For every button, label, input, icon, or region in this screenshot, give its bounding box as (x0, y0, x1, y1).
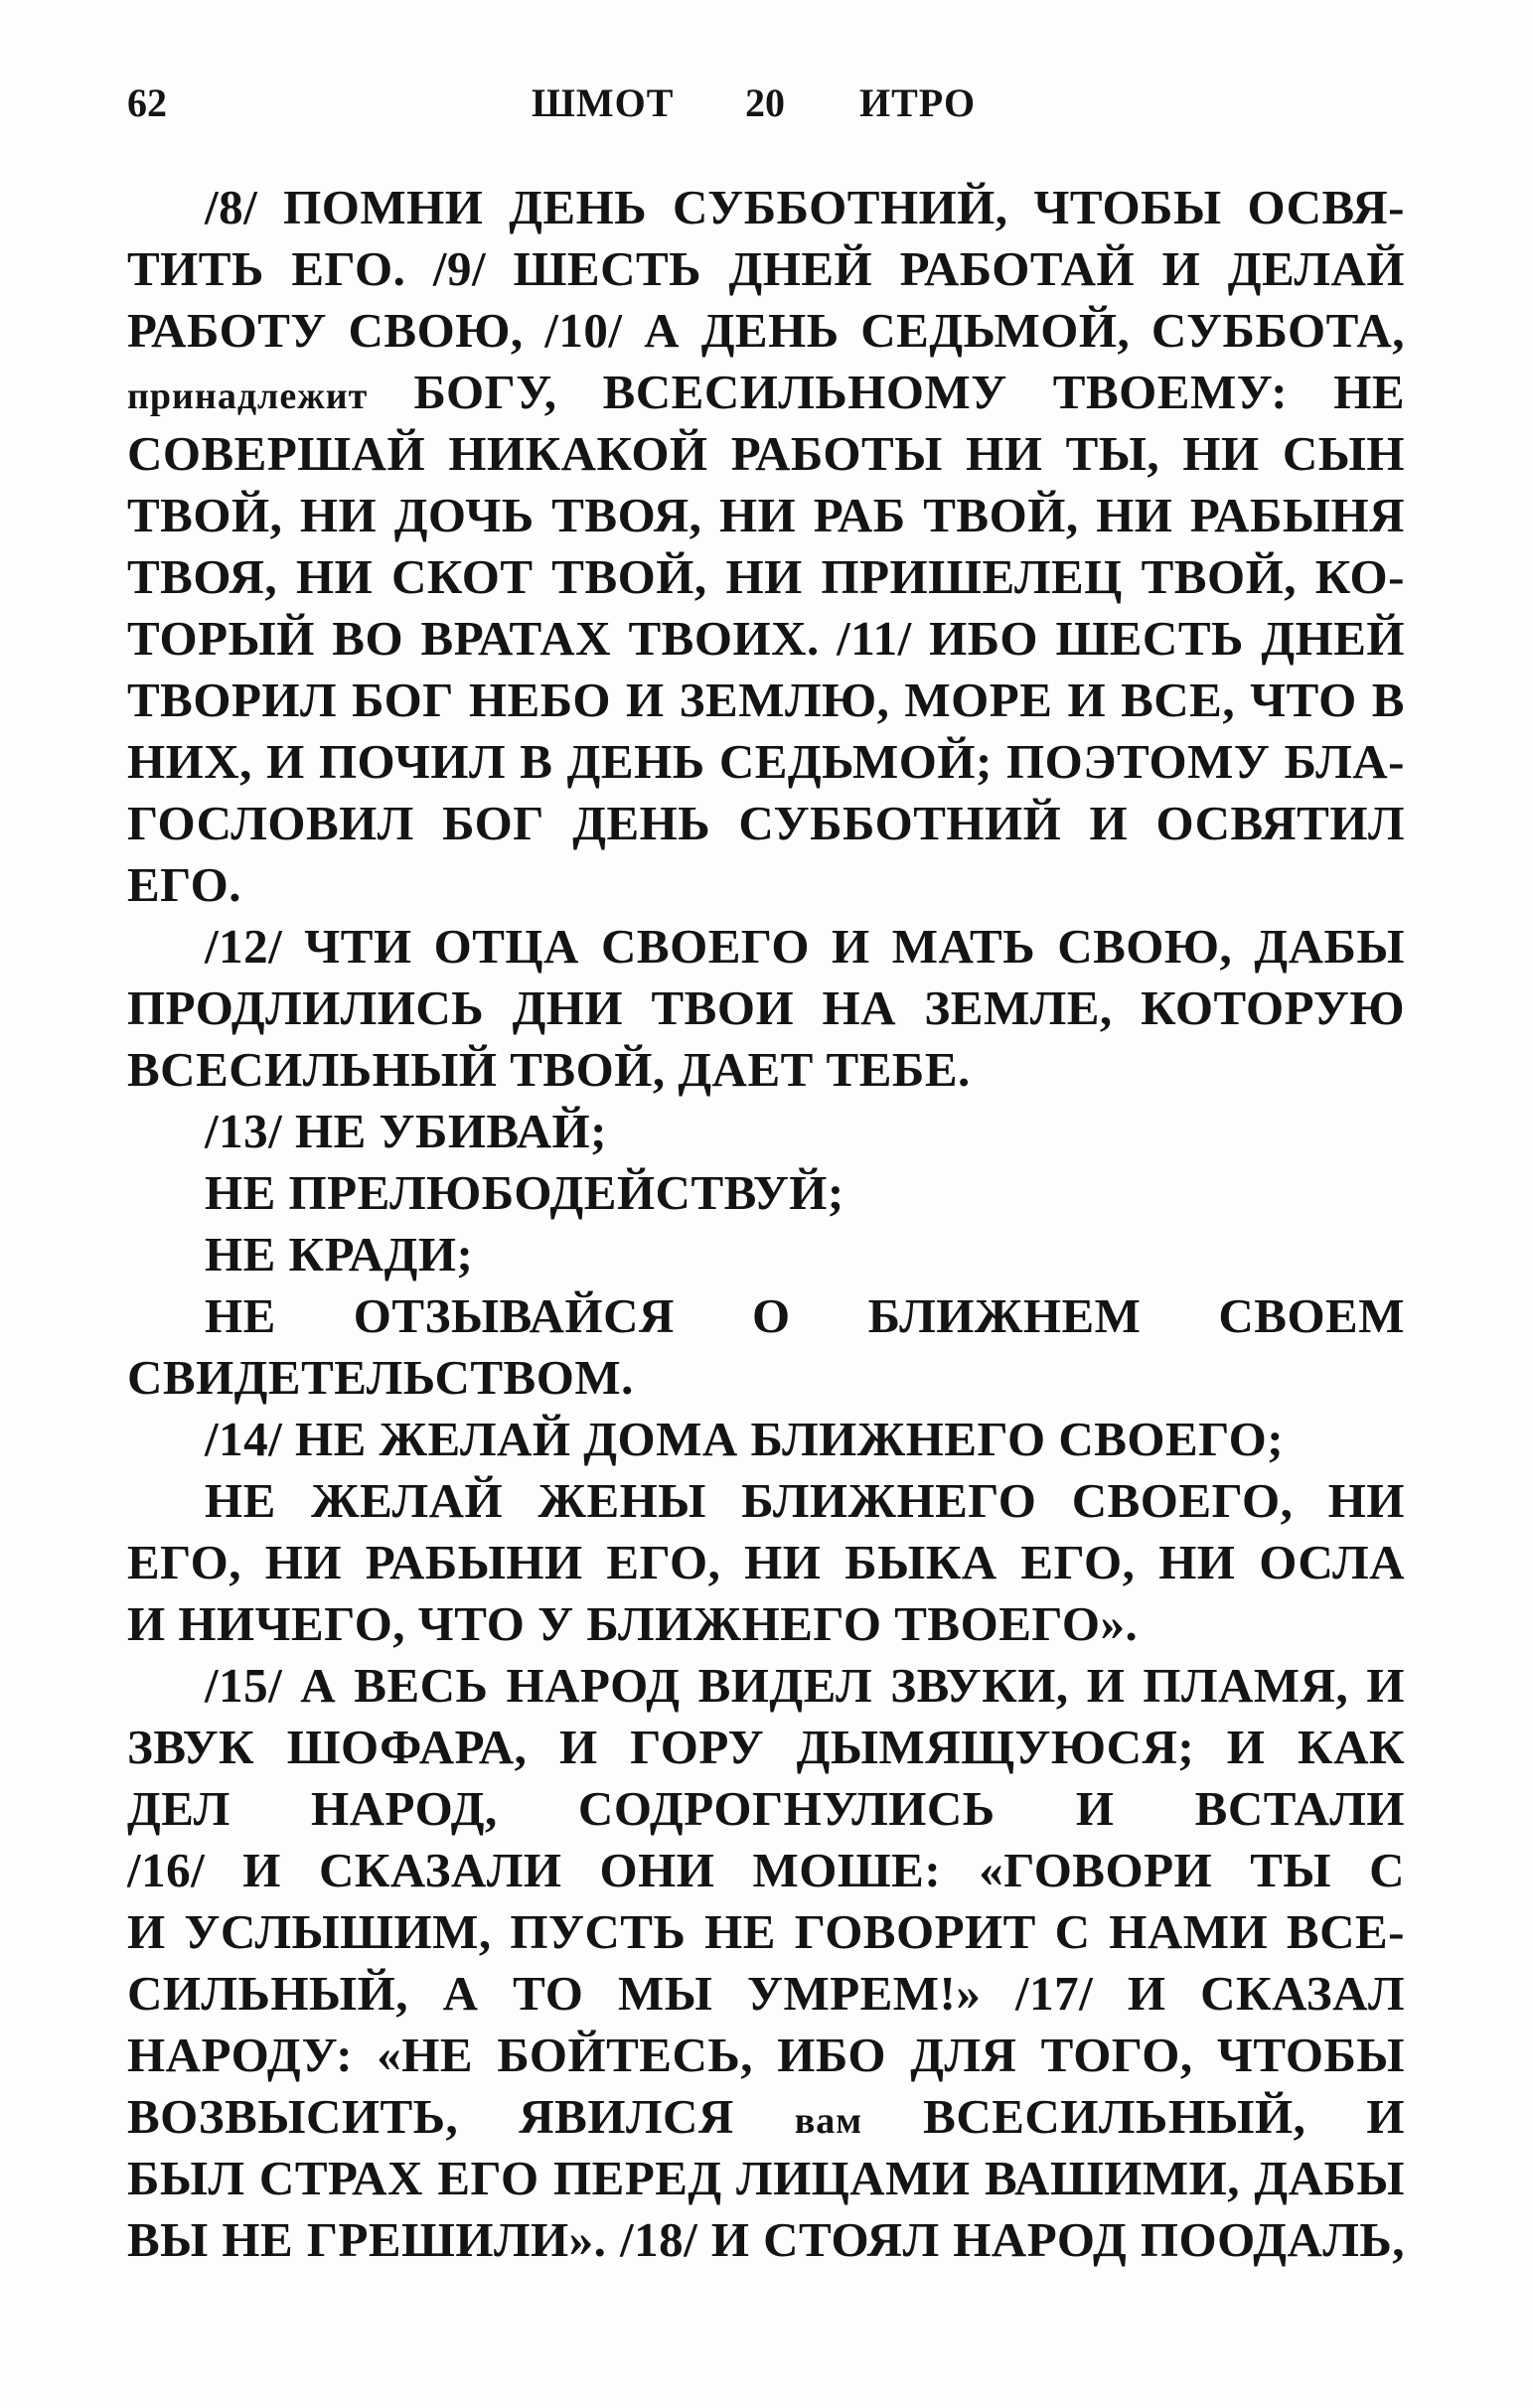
text-line (127, 1655, 1405, 1717)
text-line (127, 793, 1405, 854)
text-line (127, 608, 1405, 670)
text-line-content: НЕ ЖЕЛАЙ ЖЕНЫ БЛИЖНЕГО СВОЕГО, НИ (205, 1473, 1405, 1528)
text-line-content: И УСЛЫШИМ, ПУСТЬ НЕ ГОВОРИТ С НАМИ ВСЕ- (127, 1904, 1405, 1959)
text-line-content: НЕ КРАДИ; (205, 1227, 474, 1281)
page-number: 62 (127, 80, 167, 125)
text-line-content: ПРОДЛИЛИСЬ ДНИ ТВОИ НА ЗЕМЛЕ, КОТОРУЮ (127, 980, 1405, 1035)
text-line-content: РАБОТУ СВОЮ, /10/ А ДЕНЬ СЕДЬМОЙ, СУББОТА, (127, 303, 1405, 358)
text-line (127, 546, 1405, 608)
text-line-content: /8/ ПОМНИ ДЕНЬ СУББОТНИЙ, ЧТОБЫ ОСВЯ- (205, 180, 1405, 234)
text-line (127, 1532, 1405, 1593)
text-line-small: вам (794, 2100, 863, 2142)
text-line-content: ТВОРИЛ БОГ НЕБО И ЗЕМЛЮ, МОРЕ И ВСЕ, ЧТО В (127, 673, 1405, 727)
text-line (127, 916, 1405, 978)
text-line (127, 2148, 1405, 2209)
text-line (127, 177, 1405, 238)
text-line (127, 1901, 1405, 1963)
chapter-number: 20 (745, 80, 785, 125)
text-line (127, 1840, 1405, 1901)
text-line (127, 1162, 1405, 1224)
text-line (127, 2086, 1405, 2148)
text-line (127, 2209, 1405, 2271)
text-line (127, 1224, 1405, 1285)
text-line-content: НЕ ПРЕЛЮБОДЕЙСТВУЙ; (205, 1165, 844, 1220)
text-line (127, 1039, 1405, 1101)
text-line-content: СИЛЬНЫЙ, А ТО МЫ УМРЕМ!» /17/ И СКАЗАЛ (127, 1966, 1405, 2021)
text-line (127, 238, 1405, 300)
text-line-content: И НИЧЕГО, ЧТО У БЛИЖНЕГО ТВОЕГО». (127, 1596, 1139, 1651)
text-line (127, 1101, 1405, 1162)
portion-title: ИТРО (859, 80, 977, 125)
text-line (127, 300, 1405, 362)
text-line-content: ВСЕСИЛЬНЫЙ, И (923, 2089, 1405, 2144)
text-line-content: СОВЕРШАЙ НИКАКОЙ РАБОТЫ НИ ТЫ, НИ СЫН (127, 426, 1405, 481)
text-line-content: ЕГО, НИ РАБЫНИ ЕГО, НИ БЫКА ЕГО, НИ ОСЛА (127, 1535, 1405, 1589)
text-line (127, 1717, 1405, 1778)
text-line-content: СВИДЕТЕЛЬСТВОМ. (127, 1350, 634, 1405)
text-line-content: /12/ ЧТИ ОТЦА СВОЕГО И МАТЬ СВОЮ, ДАБЫ (205, 919, 1405, 974)
text-line (127, 1347, 1405, 1409)
text-line-content: ЕГО. (127, 857, 242, 912)
text-line (127, 1593, 1405, 1655)
text-line-content: ТВОЯ, НИ СКОТ ТВОЙ, НИ ПРИШЕЛЕЦ ТВОЙ, КО- (127, 549, 1405, 604)
text-line-content: /15/ А ВЕСЬ НАРОД ВИДЕЛ ЗВУКИ, И ПЛАМЯ, И (205, 1658, 1405, 1713)
text-line-content: НАРОДУ: «НЕ БОЙТЕСЬ, ИБО ДЛЯ ТОГО, ЧТОБЫ (127, 2028, 1405, 2082)
text-line (127, 362, 1405, 423)
text-line-small: принадлежит (127, 376, 369, 417)
text-line-content: ТВОЙ, НИ ДОЧЬ ТВОЯ, НИ РАБ ТВОЙ, НИ РАБЫНЯ (127, 488, 1405, 542)
text-line-content: /14/ НЕ ЖЕЛАЙ ДОМА БЛИЖНЕГО СВОЕГО; (205, 1412, 1285, 1466)
text-line-segment: ВОЗВЫСИТЬ, ЯВИЛСЯ (127, 2089, 734, 2144)
text-line (127, 1285, 1405, 1347)
text-line-content: ЗВУК ШОФАРА, И ГОРУ ДЫМЯЩУЮСЯ; И КАК (127, 1720, 1405, 1774)
text-line-content: /16/ И СКАЗАЛИ ОНИ МОШЕ: «ГОВОРИ ТЫ С (127, 1843, 1405, 1897)
text-line (127, 978, 1405, 1039)
scripture-text (127, 177, 1405, 2271)
text-line-content: БЫЛ СТРАХ ЕГО ПЕРЕД ЛИЦАМИ ВАШИМИ, ДАБЫ (127, 2151, 1405, 2205)
text-line-content: ВЫ НЕ ГРЕШИЛИ». /18/ И СТОЯЛ НАРОД ПООДАЛЬ, (127, 2212, 1405, 2267)
running-head (0, 70, 1533, 129)
text-line (127, 1470, 1405, 1532)
text-line (127, 423, 1405, 485)
text-line-content: БОГУ, ВСЕСИЛЬНОМУ ТВОЕМУ: НЕ (413, 365, 1405, 419)
text-line (127, 1778, 1405, 1840)
text-line (127, 485, 1405, 546)
text-line-content: ГОСЛОВИЛ БОГ ДЕНЬ СУББОТНИЙ И ОСВЯТИЛ (127, 796, 1405, 850)
text-line-content: ТОРЫЙ ВО ВРАТАХ ТВОИХ. /11/ ИБО ШЕСТЬ ДНЕЙ (127, 611, 1405, 666)
text-line-content: НЕ ОТЗЫВАЙСЯ О БЛИЖНЕМ СВОЕМ (205, 1288, 1405, 1343)
text-line (127, 1963, 1405, 2025)
text-line-content: /13/ НЕ УБИВАЙ; (205, 1104, 607, 1158)
text-line-content: ВСЕСИЛЬНЫЙ ТВОЙ, ДАЕТ ТЕБЕ. (127, 1042, 971, 1097)
text-line (127, 731, 1405, 793)
text-line (127, 670, 1405, 731)
book-title: ШМОТ (532, 80, 675, 125)
text-line-content: НИХ, И ПОЧИЛ В ДЕНЬ СЕДЬМОЙ; ПОЭТОМУ БЛА- (127, 734, 1405, 789)
text-line (127, 1409, 1405, 1470)
text-line-content: ДЕЛ НАРОД, СОДРОГНУЛИСЬ И ВСТАЛИ (127, 1781, 1405, 1836)
text-line-content: ТИТЬ ЕГО. /9/ ШЕСТЬ ДНЕЙ РАБОТАЙ И ДЕЛАЙ (127, 241, 1405, 296)
text-line (127, 854, 1405, 916)
text-line (127, 2025, 1405, 2086)
